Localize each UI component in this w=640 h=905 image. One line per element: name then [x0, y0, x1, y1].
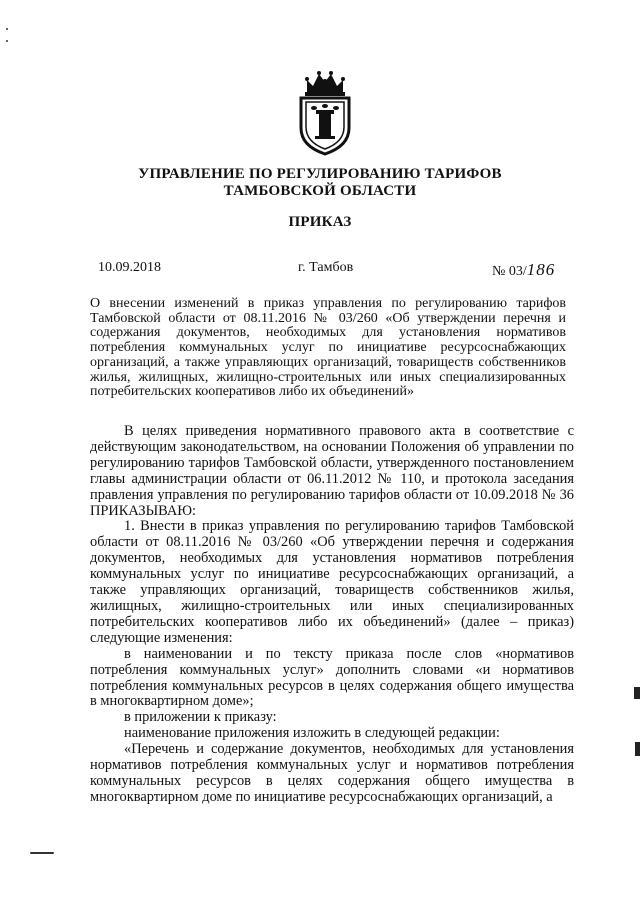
authority-name-line1: УПРАВЛЕНИЕ ПО РЕГУЛИРОВАНИЮ ТАРИФОВ — [138, 166, 502, 182]
body-paragraph: В целях приведения нормативного правового акта в соответствие с действующим законодательством, на основании Положения об управлении по регулированию тарифов Тамбовской области, утвержденного постановлением главы администрации области от 06.11.2012 № 110, и протокола заседания правления управления по регулированию тарифов области от 10.09.2018 № 36 ПРИКАЗЫВАЮ: — [90, 423, 574, 519]
body-paragraph: в наименовании и по тексту приказа после слов «нормативов потребления коммунальных услуг» дополнить словами «и нормативов потребления коммунальных ресурсов в целях содержания общего имущества в многоквартирном доме»; — [90, 645, 574, 710]
body-paragraph: «Перечень и содержание документов, необходимых для установления нормативов потребления коммунальных услуг и нормативов потребления коммунальных ресурсов в целях содержания общего имущества в многоквартирном доме по инициативе ресурсоснабжающих организаций, а — [90, 741, 574, 805]
body-paragraph: наименование приложения изложить в следующей редакции: — [124, 725, 500, 742]
body-paragraph: в приложении к приказу: — [124, 709, 277, 726]
body-paragraph: 1. Внести в приказ управления по регулированию тарифов Тамбовской области от 08.11.2016 № 03/260 «Об утверждении перечня и содержания документов, необходимых для установления нормативов потребления коммунальных услуг по инициативе ресурсоснабжающих организаций, а также управляющих организаций, товариществ собственников жилья, жилищных, жилищно-строительных или иных специализированных потребительских кооперативов либо их объединений» (далее – приказ) следующие изменения: — [90, 518, 574, 646]
document-number-handwritten: 186 — [526, 260, 556, 279]
coat-of-arms-icon — [293, 62, 357, 158]
document-number-prefix: № 03/ — [492, 264, 527, 279]
document-city: г. Тамбов — [298, 260, 354, 275]
authority-name-line2: ТАМБОВСКОЙ ОБЛАСТИ — [223, 183, 417, 199]
scan-edge-mark — [634, 687, 640, 699]
scan-edge-mark — [635, 742, 640, 756]
document-date: 10.09.2018 — [98, 260, 161, 275]
scan-dot — [6, 40, 8, 42]
document-subject: О внесении изменений в приказ управления по регулированию тарифов Тамбовской области от 08.11.2016 № 03/260 «Об утверждении перечня и содержания документов, необходимых для установления нормативов потребления коммунальных услуг по инициативе ресурсоснабжающих организаций, а также управляющих организаций, товариществ собственников жилья, жилищных, жилищно-строительных или иных специализированных потребительских кооперативов либо их объединений» — [90, 296, 566, 400]
document-body — [90, 424, 574, 806]
document-number — [492, 260, 555, 280]
document-type-title: ПРИКАЗ — [288, 214, 352, 230]
scan-margin-mark — [30, 852, 54, 854]
scan-dot — [6, 28, 8, 30]
